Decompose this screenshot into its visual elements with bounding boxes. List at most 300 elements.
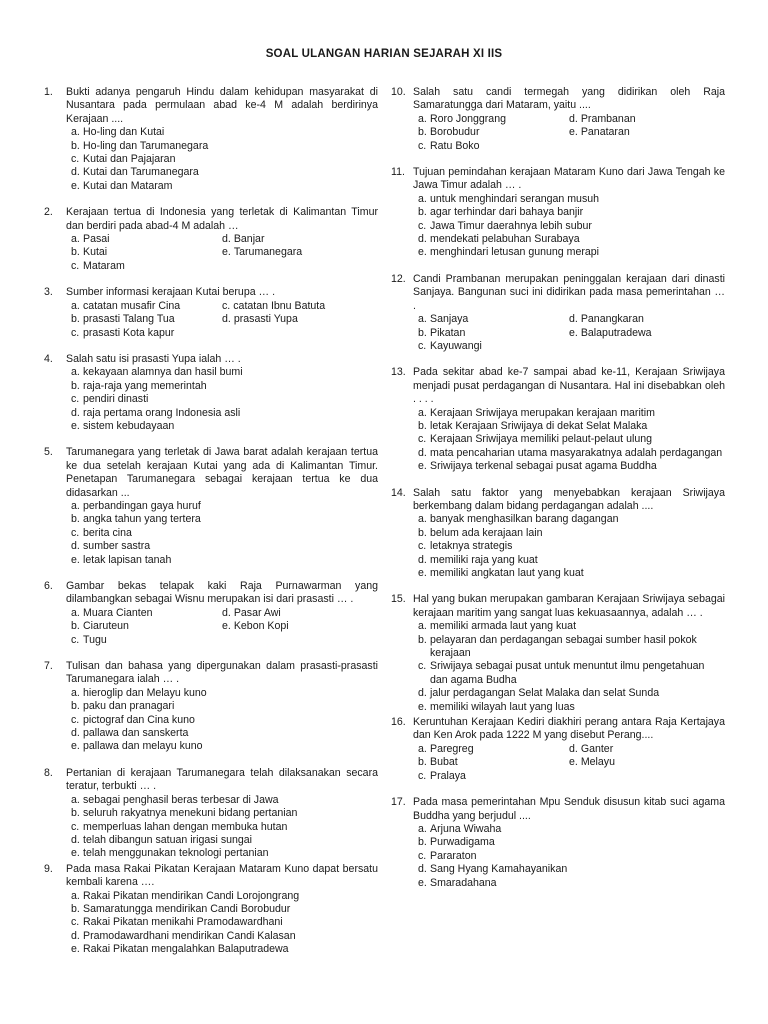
option-letter: d.	[418, 233, 427, 246]
option-letter: c.	[222, 299, 231, 312]
question-text: Hal yang bukan merupakan gambaran Kerajaan Sriwijaya sebagai kerajaan maritim yang sangat luas kekuasaannya, adalah … .	[413, 593, 725, 619]
option-text: Banjar	[233, 233, 265, 246]
option-text: raja pertama orang Indonesia asli	[83, 406, 241, 419]
option-text: Kebon Kopi	[233, 620, 289, 633]
option-text: Paregreg	[430, 742, 474, 755]
answer-option	[413, 340, 569, 353]
option-letter: c.	[418, 769, 427, 782]
option-letter: a.	[418, 742, 427, 755]
answer-option	[66, 807, 378, 820]
answer-option	[66, 300, 222, 313]
option-letter: a.	[71, 299, 80, 312]
option-letter: c.	[418, 433, 427, 446]
option-letter: e.	[71, 943, 80, 956]
option-text: Mataram	[83, 259, 125, 272]
answer-option	[66, 513, 378, 526]
answer-option	[66, 366, 378, 379]
question-12	[391, 273, 725, 353]
option-text: Prambanan	[580, 112, 636, 125]
option-text: letaknya strategis	[430, 540, 513, 553]
option-letter: d.	[222, 313, 231, 326]
option-text: sistem kebudayaan	[83, 419, 175, 432]
answer-option	[66, 903, 378, 916]
answer-option	[413, 420, 725, 433]
question-text: Candi Prambanan merupakan peninggalan kerajaan dari dinasti Sanjaya. Bangunan suci ini didirikan pada masa pemerintahan … .	[413, 272, 725, 312]
question-10	[391, 86, 725, 153]
option-letter: b.	[418, 206, 427, 219]
option-letter: a.	[418, 822, 427, 835]
option-text: Smaradahana	[430, 876, 497, 889]
option-letter: d.	[71, 166, 80, 179]
option-letter: d.	[71, 540, 80, 553]
option-letter: c.	[71, 259, 80, 272]
option-letter: c.	[71, 153, 80, 166]
answer-option	[569, 327, 725, 340]
option-text: Rakai Pikatan mengalahkan Balaputradewa	[83, 943, 289, 956]
answer-options	[66, 500, 378, 567]
option-letter: e.	[71, 847, 80, 860]
answer-option	[569, 113, 725, 126]
option-text: memperluas lahan dengan membuka hutan	[83, 820, 288, 833]
option-text: telah dibangun satuan irigasi sungai	[83, 833, 253, 846]
option-letter: c.	[418, 139, 427, 152]
answer-option	[413, 701, 725, 714]
question-number: 6.	[44, 580, 53, 592]
answer-option	[413, 193, 725, 206]
option-text: agar terhindar dari bahaya banjir	[430, 206, 584, 219]
answer-option	[66, 153, 378, 166]
option-text: sebagai penghasil beras terbesar di Jawa	[83, 793, 279, 806]
option-letter: e.	[222, 620, 231, 633]
option-letter: d.	[222, 606, 231, 619]
option-letter: c.	[71, 820, 80, 833]
question-14	[391, 487, 725, 581]
option-letter: b.	[418, 836, 427, 849]
answer-option	[413, 113, 569, 126]
option-text: pallawa dan sanskerta	[83, 727, 189, 740]
left-column	[44, 86, 378, 970]
question-number: 13.	[391, 366, 406, 379]
option-text: angka tahun yang tertera	[83, 513, 201, 526]
option-text: Ganter	[580, 742, 614, 755]
option-text: Melayu	[580, 756, 615, 769]
option-letter: c.	[71, 326, 80, 339]
answer-options	[413, 313, 725, 353]
answer-option	[413, 660, 725, 687]
option-letter: e.	[569, 126, 578, 139]
answer-option	[66, 233, 222, 246]
question-text: Bukti adanya pengaruh Hindu dalam kehidupan masyarakat di Nusantara pada permulaan abad ke-4 M adalah berdirinya Kerajaan ....	[66, 86, 378, 125]
question-number: 15.	[391, 593, 406, 606]
answer-option	[66, 634, 222, 647]
question-text: Keruntuhan Kerajaan Kediri diakhiri perang antara Raja Kertajaya dan Ken Arok pada 1222 M yang disebut Perang....	[413, 716, 725, 742]
answer-option	[413, 554, 725, 567]
option-letter: e.	[569, 326, 578, 339]
question-text: Kerajaan tertua di Indonesia yang terletak di Kalimantan Timur dan berdiri pada abad-4 M adalah …	[66, 206, 378, 232]
option-letter: c.	[71, 713, 80, 726]
option-text: Sriwijaya sebagai pusat untuk menuntut ilmu pengetahuan dan agama Budha	[430, 660, 705, 686]
option-letter: b.	[71, 902, 80, 915]
question-number: 3.	[44, 286, 53, 299]
answer-options	[413, 113, 725, 153]
option-letter: d.	[569, 742, 578, 755]
option-letter: a.	[71, 499, 80, 512]
option-text: telah menggunakan teknologi pertanian	[83, 847, 269, 860]
option-letter: e.	[418, 567, 427, 579]
question-text: Sumber informasi kerajaan Kutai berupa … .	[66, 286, 276, 299]
option-text: Rakai Pikatan mendirikan Candi Lorojongrang	[83, 889, 300, 902]
question-number: 16.	[391, 716, 406, 729]
option-letter: a.	[418, 313, 427, 326]
answer-option	[66, 714, 378, 727]
option-letter: d.	[71, 727, 80, 740]
answer-option	[222, 313, 378, 326]
option-text: seluruh rakyatnya menekuni bidang pertanian	[83, 807, 298, 820]
option-text: Pasar Awi	[233, 606, 281, 619]
answer-options	[66, 233, 378, 273]
answer-option	[413, 407, 725, 420]
option-text: paku dan pranagari	[83, 700, 175, 713]
option-text: Muara Cianten	[83, 606, 153, 619]
option-text: pictograf dan Cina kuno	[83, 713, 195, 726]
answer-option	[413, 206, 725, 219]
option-letter: b.	[418, 526, 427, 539]
option-letter: b.	[71, 513, 80, 526]
option-letter: e.	[71, 179, 80, 192]
option-text: jalur perdagangan Selat Malaka dan selat Sunda	[430, 687, 660, 700]
answer-option	[569, 313, 725, 326]
option-letter: e.	[71, 419, 80, 432]
answer-option	[413, 540, 725, 553]
option-letter: c.	[71, 633, 80, 646]
option-text: Sanjaya	[430, 313, 469, 326]
option-letter: a.	[418, 513, 427, 526]
option-text: memiliki wilayah laut yang luas	[430, 700, 575, 713]
option-text: sumber sastra	[83, 540, 151, 553]
option-letter: b.	[418, 326, 427, 339]
option-letter: e.	[222, 246, 231, 259]
option-text: Kutai	[83, 246, 108, 259]
option-text: Jawa Timur daerahnya lebih subur	[430, 219, 592, 232]
option-text: pelayaran dan perdagangan sebagai sumber hasil pokok kerajaan	[430, 633, 697, 660]
option-letter: a.	[71, 126, 80, 139]
option-text: pendiri dinasti	[83, 393, 149, 406]
question-number: 11.	[391, 166, 405, 179]
answer-option	[413, 634, 725, 661]
option-text: letak lapisan tanah	[83, 553, 172, 566]
question-number: 10.	[391, 86, 406, 98]
option-letter: a.	[418, 406, 427, 419]
question-text: Pada masa Rakai Pikatan Kerajaan Mataram Kuno dapat bersatu kembali karena ….	[66, 862, 378, 889]
option-text: Panangkaran	[580, 313, 644, 326]
answer-options	[66, 890, 378, 957]
option-letter: d.	[569, 313, 578, 326]
option-text: Pikatan	[430, 326, 466, 339]
option-text: raja-raja yang memerintah	[83, 379, 207, 392]
answer-options	[66, 366, 378, 433]
answer-option	[413, 433, 725, 446]
question-number: 12.	[391, 272, 406, 285]
option-text: memiliki angkatan laut yang kuat	[430, 567, 584, 579]
option-text: Pralaya	[430, 769, 466, 782]
answer-option	[413, 460, 725, 473]
option-letter: c.	[418, 219, 427, 232]
answer-option	[66, 890, 378, 903]
option-letter: b.	[71, 807, 80, 820]
option-text: Ho-ling dan Kutai	[83, 126, 165, 139]
question-text: Pada masa pemerintahan Mpu Senduk disusun kitab suci agama Buddha yang berjudul ....	[413, 796, 725, 822]
answer-option	[413, 233, 725, 246]
option-letter: b.	[418, 419, 427, 432]
answer-option	[569, 126, 725, 139]
option-text: hieroglip dan Melayu kuno	[83, 686, 207, 699]
page-title: SOAL ULANGAN HARIAN SEJARAH XI IIS	[265, 48, 503, 60]
option-text: Sang Hyang Kamahayanikan	[430, 863, 568, 876]
right-column	[391, 86, 725, 903]
option-letter: d.	[418, 446, 427, 459]
option-letter: b.	[71, 700, 80, 713]
question-number: 8.	[44, 766, 53, 779]
answer-option	[413, 246, 725, 259]
option-text: Arjuna Wiwaha	[430, 822, 502, 835]
option-letter: a.	[71, 793, 80, 806]
question-11	[391, 166, 725, 260]
answer-option	[66, 407, 378, 420]
answer-option	[66, 180, 378, 193]
option-text: Samaratungga mendirikan Candi Borobudur	[83, 902, 291, 915]
question-17	[391, 796, 725, 890]
answer-options	[66, 687, 378, 754]
option-letter: e.	[418, 460, 427, 473]
option-letter: b.	[71, 313, 80, 326]
answer-option	[66, 834, 378, 847]
answer-option	[413, 743, 569, 756]
option-letter: a.	[71, 366, 80, 379]
question-4	[44, 353, 378, 433]
option-letter: d.	[569, 112, 578, 125]
option-letter: d.	[418, 553, 427, 566]
answer-option	[413, 770, 569, 783]
option-letter: a.	[71, 686, 80, 699]
answer-option	[66, 687, 378, 700]
option-text: Pararaton	[430, 849, 477, 862]
answer-option	[413, 447, 725, 460]
answer-option	[66, 727, 378, 740]
option-letter: e.	[418, 700, 427, 713]
option-text: menghindari letusan gunung merapi	[430, 246, 600, 259]
answer-options	[413, 193, 725, 260]
option-text: berita cina	[83, 526, 132, 539]
answer-option	[66, 540, 378, 553]
option-text: Roro Jonggrang	[430, 112, 506, 125]
answer-option	[413, 567, 725, 580]
answer-option	[413, 756, 569, 769]
option-text: Purwadigama	[430, 836, 495, 849]
option-letter: e.	[418, 876, 427, 889]
answer-option	[66, 420, 378, 433]
option-letter: d.	[71, 929, 80, 942]
question-text: Salah satu isi prasasti Yupa ialah … .	[66, 352, 241, 365]
option-letter: b.	[71, 620, 80, 633]
option-text: Bubat	[430, 756, 458, 769]
answer-option	[66, 700, 378, 713]
answer-option	[66, 821, 378, 834]
question-text: Gambar bekas telapak kaki Raja Purnawarman yang dilambangkan sebagai Wisnu merupakan isi dari prasasti … .	[66, 580, 378, 606]
option-text: Ho-ling dan Tarumanegara	[83, 139, 209, 152]
question-number: 2.	[44, 206, 53, 219]
answer-option	[413, 327, 569, 340]
option-letter: a.	[71, 606, 80, 619]
option-letter: a.	[418, 620, 427, 633]
option-letter: c.	[71, 393, 80, 406]
option-text: Tugu	[83, 633, 107, 646]
option-letter: b.	[418, 126, 427, 139]
option-text: memiliki raja yang kuat	[430, 553, 538, 566]
option-text: Pramodawardhani mendirikan Candi Kalasan	[83, 929, 296, 942]
option-letter: a.	[418, 192, 427, 205]
answer-option	[66, 126, 378, 139]
option-text: Ciaruteun	[83, 620, 129, 633]
answer-option	[66, 500, 378, 513]
option-letter: d.	[418, 863, 427, 876]
option-text: mendekati pelabuhan Surabaya	[430, 233, 580, 246]
option-letter: c.	[71, 916, 80, 929]
answer-options	[66, 794, 378, 861]
question-1	[44, 86, 378, 193]
option-text: Panataran	[580, 126, 630, 139]
answer-option	[569, 756, 725, 769]
answer-option	[66, 554, 378, 567]
answer-option	[66, 260, 222, 273]
option-letter: d.	[418, 687, 427, 700]
option-text: catatan musafir Cina	[83, 299, 181, 312]
option-text: catatan Ibnu Batuta	[233, 299, 326, 312]
question-number: 5.	[44, 446, 53, 459]
option-letter: c.	[418, 660, 427, 673]
answer-option	[413, 220, 725, 233]
answer-option	[66, 620, 222, 633]
question-8	[44, 767, 378, 861]
option-letter: a.	[71, 233, 80, 246]
question-13	[391, 366, 725, 473]
option-text: Sriwijaya terkenal sebagai pusat agama Buddha	[430, 460, 657, 473]
answer-option	[66, 166, 378, 179]
question-3	[44, 286, 378, 340]
question-number: 17.	[391, 796, 406, 809]
question-number: 1.	[44, 86, 53, 98]
option-text: prasasti Talang Tua	[83, 313, 175, 326]
option-letter: c.	[418, 540, 427, 553]
answer-option	[66, 140, 378, 153]
answer-option	[222, 246, 378, 259]
option-letter: a.	[71, 889, 80, 902]
option-letter: a.	[418, 112, 427, 125]
answer-option	[66, 380, 378, 393]
answer-option	[413, 513, 725, 526]
question-7	[44, 660, 378, 754]
question-5	[44, 446, 378, 567]
answer-option	[222, 300, 378, 313]
answer-options	[66, 126, 378, 193]
option-letter: d.	[222, 233, 231, 246]
answer-option	[413, 313, 569, 326]
answer-option	[413, 863, 725, 876]
option-text: prasasti Kota kapur	[83, 326, 175, 339]
question-number: 7.	[44, 660, 53, 673]
answer-options	[413, 620, 725, 714]
question-2	[44, 206, 378, 273]
option-letter: c.	[418, 339, 427, 352]
option-text: untuk menghindari serangan musuh	[430, 192, 600, 205]
option-text: prasasti Yupa	[233, 313, 298, 326]
question-text: Tarumanegara yang terletak di Jawa barat adalah kerajaan tertua ke dua setelah kerajaan Kutai yang ada di Kalimantan Timur. Penetapan Tarumanegara sebagai kerajaan tertua ke dua didasarkan ...	[66, 446, 378, 499]
answer-option	[413, 850, 725, 863]
option-text: Borobudur	[430, 126, 480, 139]
option-text: perbandingan gaya huruf	[83, 499, 201, 512]
question-9	[44, 863, 378, 957]
answer-options	[413, 513, 725, 580]
option-text: mata pencaharian utama masyarakatnya adalah perdagangan	[430, 446, 723, 459]
option-letter: d.	[71, 833, 80, 846]
answer-option	[222, 607, 378, 620]
answer-option	[66, 930, 378, 943]
answer-option	[413, 687, 725, 700]
answer-option	[66, 246, 222, 259]
answer-option	[413, 877, 725, 890]
answer-option	[222, 233, 378, 246]
question-number: 14.	[391, 486, 406, 499]
answer-options	[413, 743, 725, 783]
answer-option	[66, 916, 378, 929]
option-letter: b.	[418, 633, 427, 646]
answer-option	[569, 743, 725, 756]
answer-option	[66, 943, 378, 956]
question-6	[44, 580, 378, 647]
option-text: Tarumanegara	[233, 246, 303, 259]
answer-option	[222, 620, 378, 633]
option-letter: e.	[418, 246, 427, 259]
option-letter: e.	[71, 740, 80, 753]
answer-option	[66, 313, 222, 326]
answer-option	[413, 620, 725, 633]
question-text: Salah satu candi termegah yang didirikan oleh Raja Samaratungga dari Mataram, yaitu ....	[413, 86, 725, 112]
answer-option	[413, 527, 725, 540]
answer-options	[66, 607, 378, 647]
answer-options	[66, 300, 378, 340]
question-number: 4.	[44, 352, 53, 365]
answer-options	[413, 407, 725, 474]
answer-option	[66, 847, 378, 860]
option-text: Kutai dan Pajajaran	[83, 153, 176, 166]
option-text: Balaputradewa	[580, 326, 652, 339]
option-text: pallawa dan melayu kuno	[83, 740, 203, 753]
option-text: Kutai dan Tarumanegara	[83, 166, 199, 179]
answer-options	[413, 823, 725, 890]
option-text: Kayuwangi	[430, 339, 482, 352]
option-letter: c.	[418, 849, 427, 862]
question-text: Salah satu faktor yang menyebabkan kerajaan Sriwijaya berkembang dalam bidang perdagangan adalah ....	[413, 486, 725, 512]
answer-option	[66, 527, 378, 540]
question-number: 9.	[44, 862, 53, 875]
option-text: Pasai	[83, 233, 110, 246]
option-text: memiliki armada laut yang kuat	[430, 620, 577, 633]
answer-option	[66, 393, 378, 406]
option-letter: b.	[418, 756, 427, 769]
option-text: Kerajaan Sriwijaya merupakan kerajaan maritim	[430, 406, 655, 419]
answer-option	[66, 607, 222, 620]
option-letter: e.	[569, 756, 578, 769]
option-letter: b.	[71, 246, 80, 259]
